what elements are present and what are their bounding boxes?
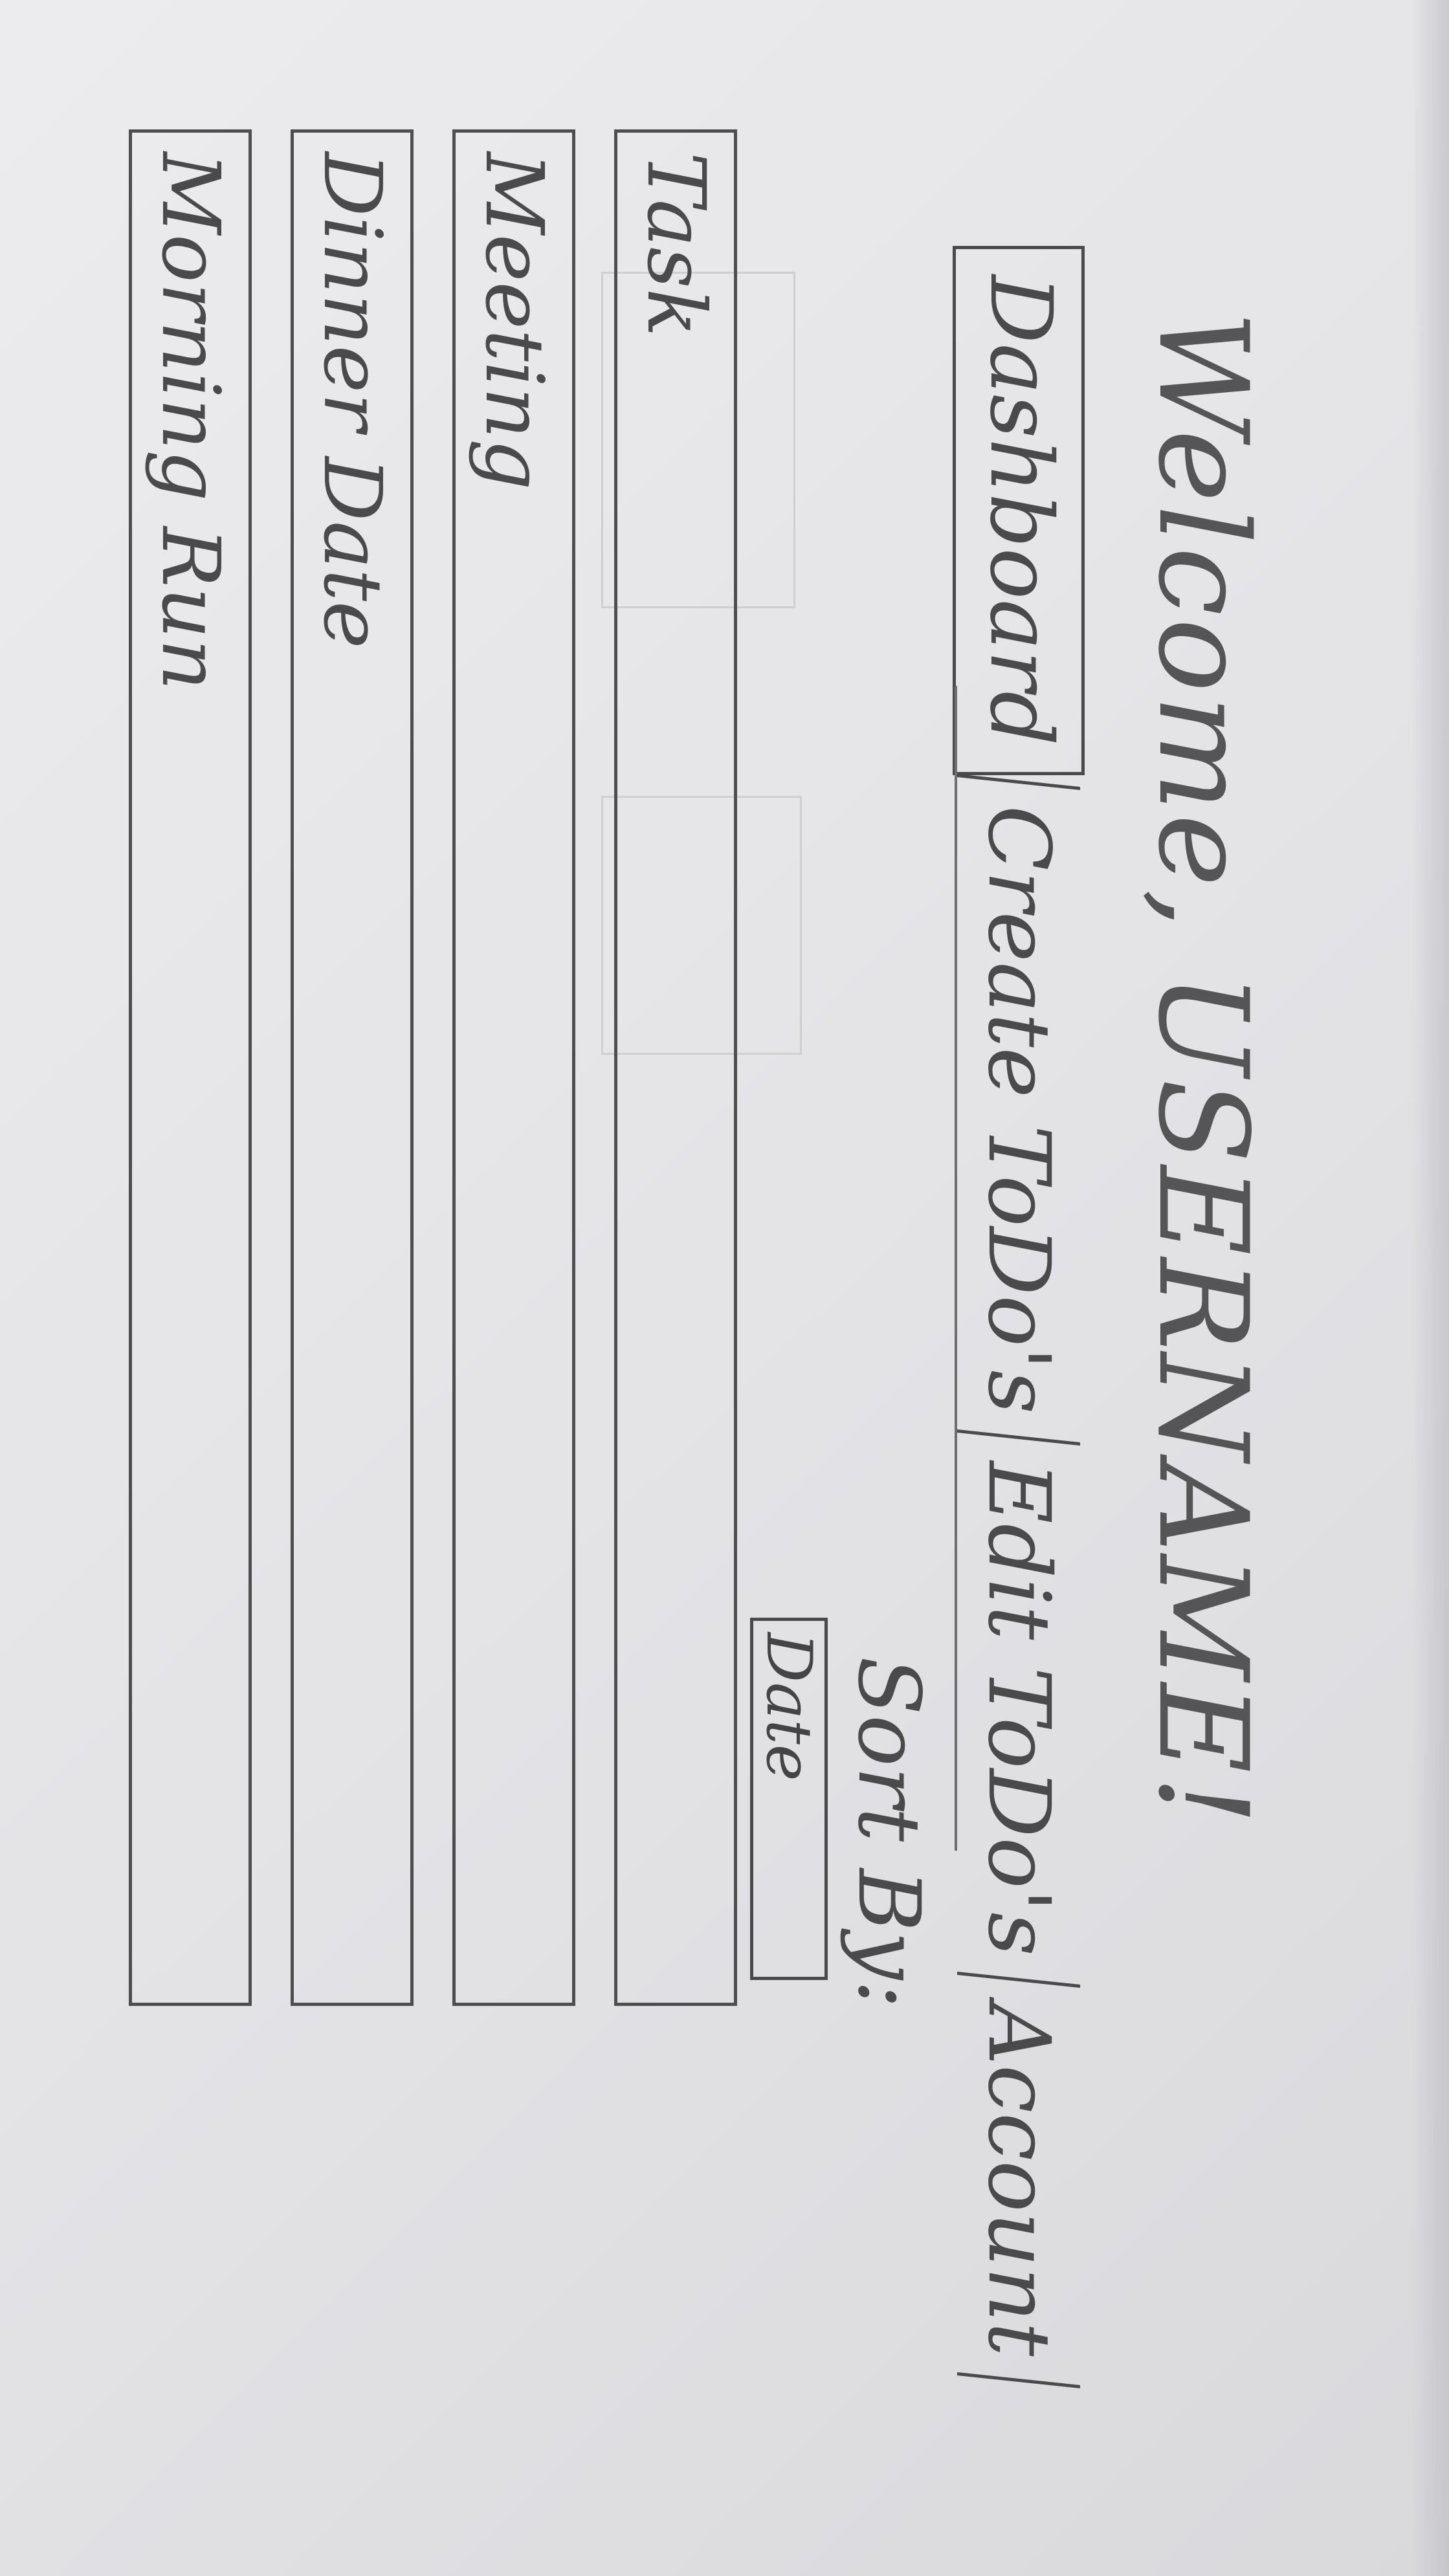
todo-item-morning-run[interactable]: Morning Run [129, 129, 252, 2006]
main-navbar [951, 246, 1087, 2387]
nav-account[interactable]: Account [969, 2003, 1068, 2357]
nav-separator [957, 1972, 1080, 1988]
sort-label: Sort By: [839, 1657, 938, 2009]
nav-create-todos[interactable]: Create ToDo's [969, 805, 1068, 1415]
nav-separator [957, 774, 1080, 790]
sort-select[interactable]: Date [750, 1618, 828, 1980]
sort-control [839, 1657, 938, 2009]
nav-edit-todos[interactable]: Edit ToDo's [969, 1461, 1068, 1956]
page-title: Welcome, USERNAME! [1131, 311, 1274, 1828]
nav-dashboard[interactable]: Dashboard [953, 246, 1085, 775]
nav-separator [957, 1429, 1080, 1446]
todo-item-task[interactable]: Task [614, 129, 737, 2006]
navbar-underline [955, 686, 957, 1851]
todo-item-meeting[interactable]: Meeting [452, 129, 575, 2006]
nav-separator [957, 2372, 1080, 2388]
todo-item-dinner-date[interactable]: Dinner Date [291, 129, 414, 2006]
